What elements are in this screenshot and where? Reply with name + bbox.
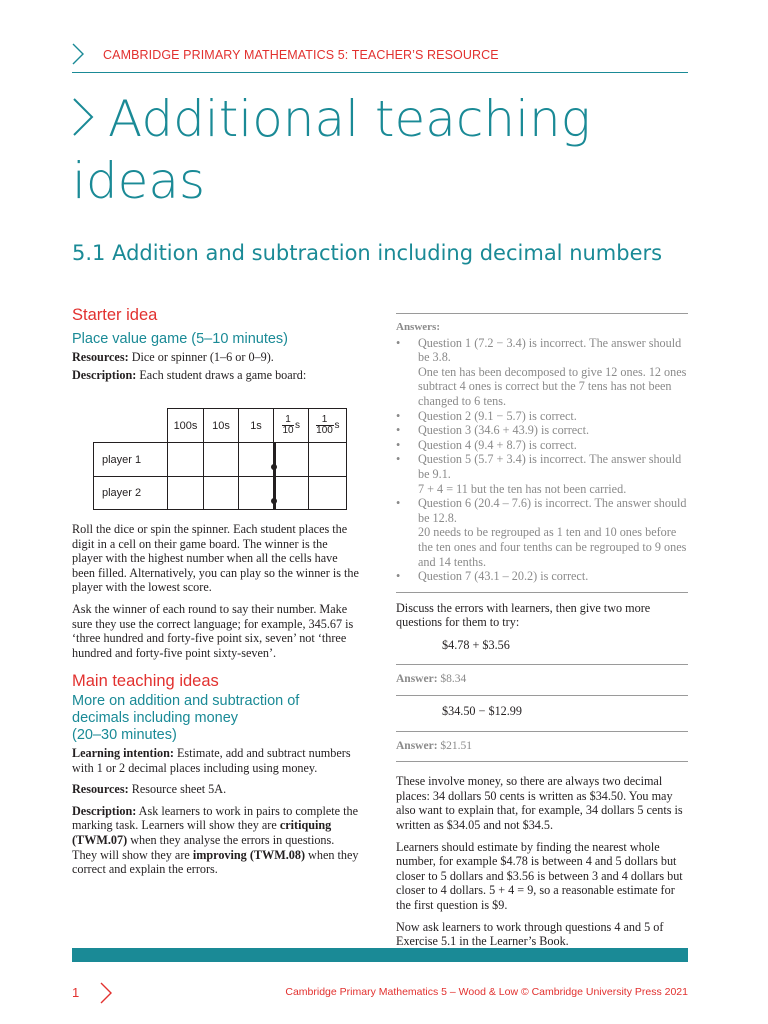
estimate-para: Learners should estimate by finding the nearest whole number, for example $4.78 is between 4 and 5 dollars but closer to 5 dollars and $3.56 is between 3 and 4 dollars but closer to 4 dollars. 5 + 4 = 9, so a reasonable estimate for the first question is $9.	[396, 839, 683, 912]
main-duration: (20–30 minutes)	[72, 726, 177, 743]
starter-para-1: Roll the dice or spin the spinner. Each student places the digit in a cell on their game board. The winner is the player with the highest number when all the cells have been filled. Alternatively, you can play so the winner is the player with the lowest score.	[72, 522, 359, 595]
starter-heading: Starter idea	[72, 306, 158, 324]
answers-list	[396, 336, 688, 584]
answer-line-2: Answer: $21.51	[396, 739, 473, 752]
board-header-tenths: $\frac{1}{10}$ s	[273, 408, 309, 443]
list-item: • Question 7 (43.1 – 20.2) is correct.	[396, 569, 688, 584]
page-number: 1	[72, 985, 80, 1000]
exercise-para: Now ask learners to work through questions 4 and 5 of Exercise 5.1 in the Learner’s Book.	[396, 919, 664, 949]
main-description: Description: Ask learners to work in pairs to complete the marking task. Learners will show they are critiquing (TWM.07) when they analyse the errors in questions. They will show they are improving (TWM.08) when they correct and explain the errors.	[72, 803, 359, 877]
divider	[396, 592, 688, 593]
list-item: • Question 1 (7.2 − 3.4) is incorrect. The answer should be 3.8. One ten has been decomposed to give 12 ones. 12 ones subtract 4 ones is correct but the 7 tens has not been changed to 6 tens.	[396, 336, 688, 409]
board-cell	[203, 476, 239, 510]
chevron-right-icon	[72, 97, 94, 137]
left-column-lower	[72, 522, 360, 884]
board-cell	[308, 442, 347, 477]
board-header-100s: 100s	[167, 408, 204, 443]
chevron-right-icon	[72, 43, 84, 65]
learning-intention: Learning intention: Estimate, add and subtract numbers with 1 or 2 decimal places including using money.	[72, 745, 351, 775]
board-cell	[273, 476, 309, 510]
discuss-text: Discuss the errors with learners, then give two more questions for them to try:	[396, 600, 651, 630]
list-item: • Question 6 (20.4 – 7.6) is incorrect. The answer should be 12.8. 20 needs to be regrouped as 1 ten and 10 ones before the ten ones and four tenths can be regrouped to 9 ones and 14 tenths.	[396, 496, 688, 569]
page-header	[72, 40, 688, 73]
board-cell	[167, 442, 204, 477]
board-row-label-player-2: player 2	[93, 476, 168, 510]
page-title	[72, 88, 712, 212]
footer-copyright: Cambridge Primary Mathematics 5 – Wood & Low © Cambridge University Press 2021	[285, 986, 688, 998]
divider	[396, 313, 688, 314]
answers-label: Answers:	[396, 321, 440, 333]
list-item: • Question 2 (9.1 − 5.7) is correct.	[396, 409, 688, 424]
left-column	[72, 308, 360, 390]
board-cell	[203, 442, 239, 477]
starter-resources: Resources: Dice or spinner (1–6 or 0–9).	[72, 349, 274, 364]
board-cell	[308, 476, 347, 510]
list-item: • Question 5 (5.7 + 3.4) is incorrect. The answer should be 9.1. 7 + 4 = 11 but the ten has not been carried.	[396, 452, 688, 496]
footer-bar	[72, 948, 688, 962]
game-board	[93, 408, 347, 510]
board-header-hundredths: $\frac{1}{100}$ s	[308, 408, 347, 443]
chevron-right-icon	[100, 982, 112, 1004]
board-header-10s: 10s	[203, 408, 239, 443]
decimal-point-dot	[271, 498, 277, 504]
header-title: CAMBRIDGE PRIMARY MATHEMATICS 5: TEACHER’S RESOURCE	[103, 48, 499, 62]
list-item: • Question 4 (9.4 + 8.7) is correct.	[396, 438, 688, 453]
page-title-line1: Additional teaching	[108, 90, 591, 148]
starter-description: Description: Each student draws a game board:	[72, 368, 307, 383]
list-item: • Question 3 (34.6 + 43.9) is correct.	[396, 423, 688, 438]
starter-para-2: Ask the winner of each round to say their number. Make sure they use the correct language; for example, 345.67 is ‘three hundred and forty-five point six, seven’ not ‘three hundred and forty-five point sixty-seven’.	[72, 601, 354, 660]
question-sum-1: $4.78 + $3.56	[442, 637, 510, 652]
right-column	[396, 313, 688, 956]
section-title: 5.1 Addition and subtraction including decimal numbers	[72, 241, 663, 265]
divider	[396, 695, 688, 696]
decimal-point-dot	[271, 464, 277, 470]
board-cell	[273, 442, 309, 477]
main-resources: Resources: Resource sheet 5A.	[72, 782, 227, 797]
board-row-label-player-1: player 1	[93, 442, 168, 477]
answer-line-1: Answer: $8.34	[396, 673, 467, 686]
board-cell	[238, 476, 274, 510]
money-para: These involve money, so there are always two decimal places: 34 dollars 50 cents is written as $34.50. You may also want to explain that, for example, 34 dollars 5 cents is written as $34.05 and not $34.5.	[396, 774, 683, 833]
main-heading: Main teaching ideas	[72, 672, 219, 691]
page-title-line2: ideas	[72, 152, 206, 210]
board-cell	[167, 476, 204, 510]
main-subheading: More on addition and subtraction of decimals including money	[72, 692, 300, 726]
board-cell	[238, 442, 274, 477]
game-title: Place value game (5–10 minutes)	[72, 330, 289, 347]
question-sum-2: $34.50 − $12.99	[442, 704, 522, 719]
divider	[396, 761, 688, 762]
board-header-1s: 1s	[238, 408, 274, 443]
